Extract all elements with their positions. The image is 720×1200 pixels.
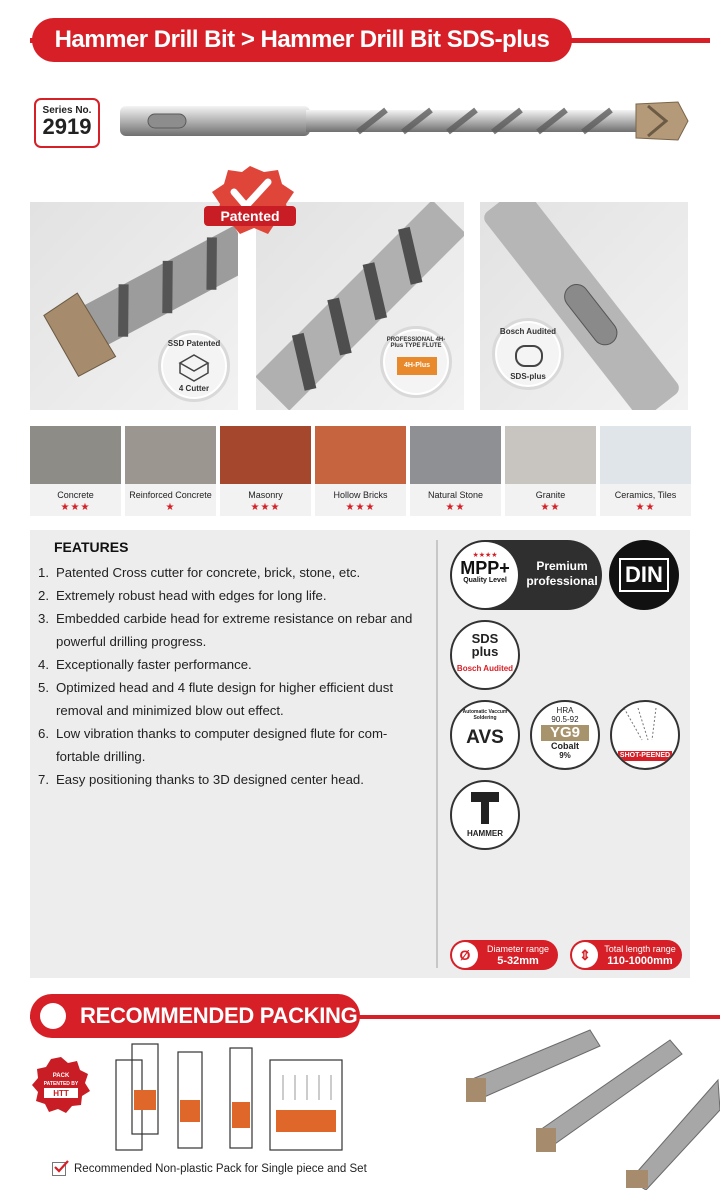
bullet-dot-icon	[40, 1003, 66, 1029]
material-card	[30, 426, 121, 516]
material-name: Reinforced Concrete	[129, 490, 212, 500]
svg-text:HTT: HTT	[53, 1089, 69, 1098]
feature-item	[38, 561, 428, 584]
feature-item	[38, 676, 428, 722]
material-name: Ceramics, Tiles	[614, 490, 677, 500]
feature-text: Embedded carbide head for extreme resistance on rebar and powerful drilling progress.	[56, 611, 413, 649]
length-range-badge	[570, 940, 682, 970]
svg-text:PATENTED BY: PATENTED BY	[43, 1081, 79, 1087]
material-card	[220, 426, 311, 516]
sds-plus-icon: SDS plus Bosch Audited	[450, 620, 520, 690]
material-rating: ★★	[445, 502, 466, 513]
yg9-cobalt-icon: HRA 90.5-92 YG9 Cobalt 9%	[530, 700, 600, 770]
patented-badge	[200, 162, 300, 242]
feature-item	[38, 584, 428, 607]
material-name: Hollow Bricks	[333, 490, 388, 500]
feature-text: Optimized head and 4 flute design for higher efficient dust removal and minimized blow out effect.	[56, 680, 393, 718]
packaging-illustration	[108, 1040, 348, 1155]
feature-text: Extremely robust head with edges for long life.	[56, 588, 327, 603]
material-rating: ★★	[635, 502, 656, 513]
svg-text:Patented: Patented	[220, 208, 280, 224]
checkmark-icon	[52, 1162, 66, 1176]
feature-number: 2.	[38, 588, 49, 603]
feature-text: Easy positioning thanks to 3D designed center head.	[56, 772, 364, 787]
feature-item	[38, 653, 428, 676]
feature-number: 5.	[38, 680, 49, 695]
material-card	[125, 426, 216, 516]
drill-bits-photo	[460, 1020, 720, 1190]
patent-seal-icon	[30, 1055, 92, 1117]
material-card	[505, 426, 596, 516]
material-swatch	[505, 426, 596, 484]
packing-heading: RECOMMENDED PACKING	[30, 994, 360, 1038]
cross-cutter-icon	[176, 353, 212, 383]
features-list	[38, 561, 428, 791]
material-card	[410, 426, 501, 516]
material-rating: ★★	[540, 502, 561, 513]
material-card	[315, 426, 406, 516]
drill-bit-image	[118, 92, 690, 150]
material-swatch	[600, 426, 691, 484]
series-badge	[34, 98, 100, 148]
series-number: 2919	[42, 114, 92, 139]
cutter-badge: SSD Patented 4 Cutter	[158, 330, 230, 402]
material-rating: ★★★	[250, 502, 281, 513]
material-swatch	[315, 426, 406, 484]
hammer-icon: HAMMER	[450, 780, 520, 850]
material-swatch	[220, 426, 311, 484]
feature-number: 3.	[38, 611, 49, 626]
flute-type-tag: 4H-Plus	[397, 357, 437, 375]
flute-badge: PROFESSIONAL 4H-Plus TYPE FLUTE 4H-Plus	[380, 326, 452, 398]
material-swatch	[410, 426, 501, 484]
feature-item	[38, 722, 428, 768]
feature-number: 1.	[38, 565, 49, 580]
professional-label: professional	[526, 574, 598, 588]
shank-badge: Bosch Audited SDS-plus	[492, 318, 564, 390]
mpp-premium-badge	[450, 540, 602, 610]
page-title: Hammer Drill Bit > Hammer Drill Bit SDS-plus	[32, 18, 572, 62]
material-swatch	[30, 426, 121, 484]
packing-note: Recommended Non-plastic Pack for Single piece and Set	[52, 1162, 367, 1176]
diameter-range-badge	[450, 940, 558, 970]
material-name: Granite	[535, 490, 566, 500]
svg-text:PACK: PACK	[52, 1073, 70, 1079]
diameter-range-value: 5-32mm	[497, 955, 539, 967]
feature-text: Low vibration thanks to computer designed flute for com-fortable drilling.	[56, 726, 388, 764]
material-name: Concrete	[57, 490, 94, 500]
material-name: Masonry	[248, 490, 283, 500]
feature-number: 6.	[38, 726, 49, 741]
feature-text: Patented Cross cutter for concrete, brick, stone, etc.	[56, 565, 361, 580]
feature-item	[38, 607, 428, 653]
material-name: Natural Stone	[427, 490, 484, 500]
feature-number: 4.	[38, 657, 49, 672]
length-range-value: 110-1000mm	[607, 955, 673, 967]
mpp-icon: ★★★★ MPP+ Quality Level	[452, 542, 518, 608]
avs-icon: Automatic Vaccum Soldering AVS	[450, 700, 520, 770]
material-rating: ★	[165, 502, 176, 513]
features-heading: FEATURES	[54, 539, 129, 555]
material-card	[600, 426, 691, 516]
feature-number: 7.	[38, 772, 49, 787]
din-icon: DIN	[609, 540, 679, 610]
shank-photo	[480, 202, 688, 410]
series-label: Series No.	[42, 105, 92, 116]
diameter-icon: Ø	[452, 942, 478, 968]
length-range-label: Total length range	[604, 944, 676, 954]
diameter-range-label: Diameter range	[486, 944, 550, 954]
panel-divider	[436, 540, 438, 968]
shank-icon	[515, 345, 543, 367]
premium-label: Premium	[536, 559, 588, 573]
material-rating: ★★★	[60, 502, 91, 513]
material-rating: ★★★	[345, 502, 376, 513]
material-swatch	[125, 426, 216, 484]
feature-item	[38, 768, 428, 791]
feature-text: Exceptionally faster performance.	[56, 657, 252, 672]
length-icon: ⇕	[572, 942, 598, 968]
shot-peened-icon: SHOT-PEENED	[610, 700, 680, 770]
